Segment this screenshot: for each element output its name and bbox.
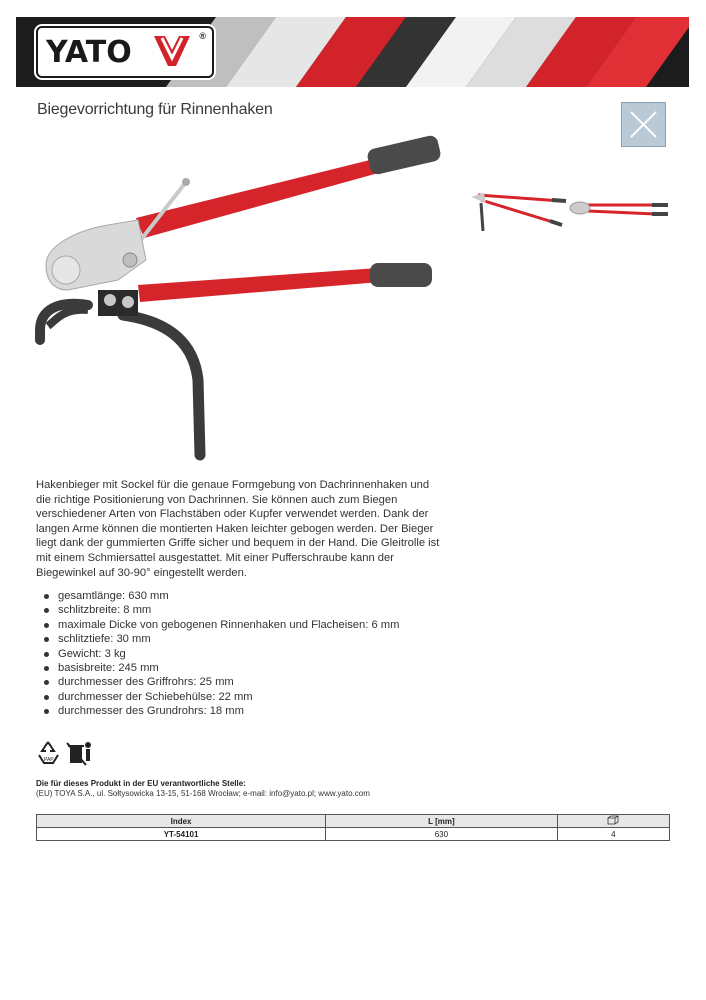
spec-item: maximale Dicke von gebogenen Rinnenhaken und Flacheisen: 6 mm <box>36 618 399 632</box>
spec-item: schlitzbreite: 8 mm <box>36 603 399 617</box>
logo-wordmark: YATO <box>46 35 132 70</box>
spec-item: durchmesser des Grundrohrs: 18 mm <box>36 704 399 718</box>
logo-symbol-icon <box>152 34 192 68</box>
page-title: Biegevorrichtung für Rinnenhaken <box>37 101 273 118</box>
spec-item: durchmesser des Griffrohrs: 25 mm <box>36 675 399 689</box>
product-table <box>36 814 670 841</box>
header-index: Index <box>37 815 326 828</box>
header-length: L [mm] <box>326 815 558 828</box>
spec-list <box>36 589 399 719</box>
recycle-icon <box>36 739 96 767</box>
close-icon <box>622 103 665 146</box>
recycle-code: PAP <box>44 757 54 763</box>
spec-item: durchmesser der Schiebehülse: 22 mm <box>36 690 399 704</box>
cell-package: 4 <box>557 828 669 841</box>
responsible-address: (EU) TOYA S.A., ul. Sołtysowicka 13-15, 51-168 Wrocław; e-mail: info@yato.pl; www.yato.com <box>36 789 370 798</box>
spec-item: schlitztiefe: 30 mm <box>36 632 399 646</box>
header-banner <box>16 17 689 87</box>
disposal-icons <box>36 739 96 772</box>
thumbnail-2[interactable] <box>568 196 670 224</box>
spec-item: gesamtlänge: 630 mm <box>36 589 399 603</box>
thumbnail-1[interactable] <box>466 185 568 233</box>
table-row <box>37 828 670 841</box>
cell-index: YT-54101 <box>37 828 326 841</box>
cell-length: 630 <box>326 828 558 841</box>
spec-item: Gewicht: 3 kg <box>36 647 399 661</box>
spec-item: basisbreite: 245 mm <box>36 661 399 675</box>
responsible-label: Die für dieses Produkt in der EU verantwortliche Stelle: <box>36 779 246 788</box>
product-description: Hakenbieger mit Sockel für die genaue Formgebung von Dachrinnenhaken und die richtige Positionierung von Dachrinnen. Sie können auch zum Biegen verschiedener Arten von Flachstäben oder Kupfer verwendet werden. Dank der langen Arme können die montierten Haken leichter gebogen werden. Der Bieger liegt dank der gummierten Griffe sicher und bequem in der Hand. Die Gleitrolle ist mit einem Schmiersattel ausgestattet. Mit einer Pufferschraube kann der Biegewinkel auf 30-90° eingestellt werden. <box>36 479 440 579</box>
close-button[interactable] <box>621 102 666 147</box>
header-package <box>557 815 669 828</box>
registered-mark: ® <box>199 31 206 41</box>
product-image <box>28 130 448 465</box>
table-header-row <box>37 815 670 828</box>
waste-bin-icon <box>67 742 91 765</box>
package-icon <box>607 815 619 825</box>
yato-logo <box>36 26 214 78</box>
